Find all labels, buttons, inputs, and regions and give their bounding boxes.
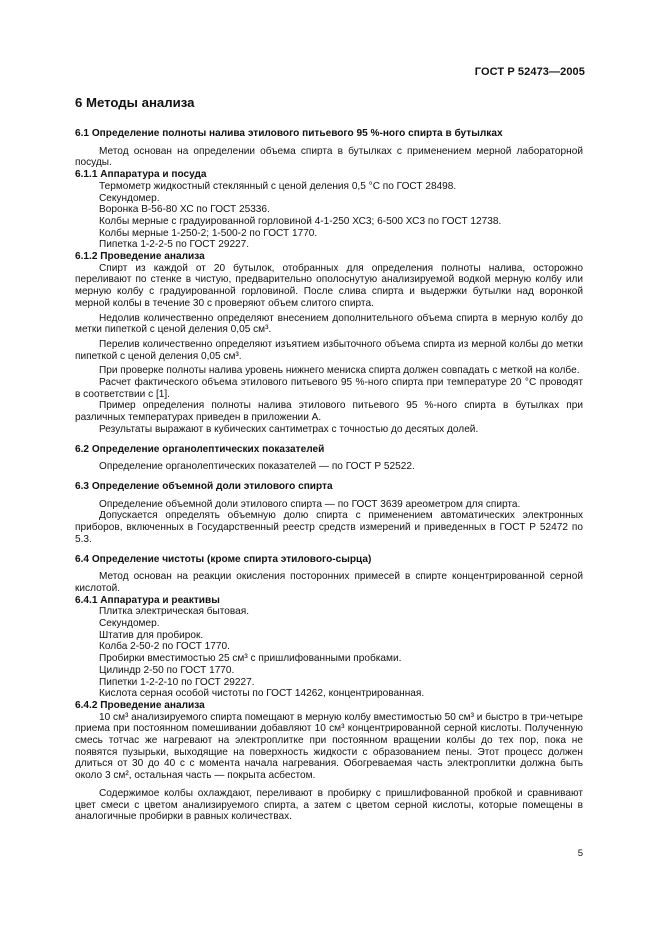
page-number: 5 bbox=[577, 848, 583, 859]
list-item: Колбы мерные 1-250-2; 1-500-2 по ГОСТ 1770. bbox=[99, 227, 318, 239]
heading-6-2: 6.2 Определение органолептических показателей bbox=[75, 443, 325, 455]
section-title: 6 Методы анализа bbox=[75, 95, 195, 110]
heading-6-4-1 bbox=[75, 595, 583, 607]
heading-6-3: 6.3 Определение объемной доли этилового спирта bbox=[75, 480, 333, 492]
paragraph: Перелив количественно определяют изъятием избыточного объема спирта из мерной колбы до метки пипеткой с ценой деления 0,05 см³. bbox=[75, 338, 583, 362]
paragraph: Пример определения полноты налива этилового питьевого 95 %-ного спирта в бутылках при различных температурах приведен в приложении А. bbox=[75, 400, 583, 424]
heading-6-4-2 bbox=[75, 700, 583, 712]
heading-6-4-2-text: 6.4.2 Проведение анализа bbox=[75, 699, 205, 711]
list-item: Цилиндр 2-50 по ГОСТ 1770. bbox=[99, 664, 235, 676]
paragraph: Содержимое колбы охлаждают, переливают в пробирку с пришлифованной пробкой и сравнивают цвет смеси с цветом анализируемого спирта, а затем с цветом серной кислоты, которые помещены в аналогичные пробирки в равных количествах. bbox=[75, 787, 583, 823]
heading-6-4: 6.4 Определение чистоты (кроме спирта этилового-сырца) bbox=[75, 553, 372, 565]
paragraph: Допускается определять объемную долю спирта с применением автоматических электронных приборов, включенных в Государственный реестр средств измерений и приведенных в ГОСТ Р 52472 по 5.3. bbox=[75, 510, 583, 545]
list-item: Плитка электрическая бытовая. bbox=[99, 606, 250, 618]
paragraph: Расчет фактического объема этилового питьевого 95 %-ного спирта при температуре 20 °С проводят в соответствии с [1]. bbox=[75, 377, 583, 400]
paragraph: Определение органолептических показателей — по ГОСТ Р 52522. bbox=[99, 461, 415, 473]
list-item: Пипетки 1-2-2-10 по ГОСТ 29227. bbox=[99, 676, 255, 688]
subsection-6-4 bbox=[75, 554, 583, 823]
equipment-list-6-1-1 bbox=[75, 181, 583, 251]
list-item: Пипетка 1-2-2-5 по ГОСТ 29227. bbox=[99, 239, 250, 251]
paragraph: Спирт из каждой от 20 бутылок, отобранных для определения полноты налива, осторожно переливают по стенке в чистую, предварительно ополоснутую анализируемой водкой мерную колбу или мерную колбу с градуированной горловиной. После слива спирта и выдержки бутылки над воронкой мерной колбы в течение 30 с проверяют объем слитого спирта. bbox=[75, 262, 583, 309]
paragraph: Недолив количественно определяют внесением дополнительного объема спирта в мерную колбу до метки пипеткой с ценой деления 0,05 см³. bbox=[75, 312, 583, 336]
heading-6-1-1-text: 6.1.1 Аппаратура и посуда bbox=[75, 169, 207, 181]
page-content bbox=[75, 92, 583, 823]
list-item: Штатив для пробирок. bbox=[99, 629, 204, 641]
reagent-list-6-4-1 bbox=[75, 606, 583, 700]
paragraph-6-1-intro: Метод основан на определении объема спирта в бутылках с применением мерной лабораторной посуды. bbox=[75, 145, 583, 169]
list-item: Секундомер. bbox=[99, 192, 160, 204]
paragraph: Результаты выражают в кубических сантиметрах с точностью до десятых долей. bbox=[99, 423, 479, 435]
heading-6-1-1 bbox=[75, 169, 583, 181]
list-item: Пробирки вместимостью 25 см³ с пришлифованными пробками. bbox=[99, 653, 402, 665]
standard-code: ГОСТ Р 52473—2005 bbox=[474, 66, 585, 78]
paragraph: При проверке полноты налива уровень нижнего мениска спирта должен совпадать с меткой на колбе. bbox=[99, 365, 580, 377]
paragraph: 10 см³ анализируемого спирта помещают в мерную колбу вместимостью 50 см³ и быстро в три-четыре приема при постоянном помешивании добавляют 10 см³ концентрированной серной кислоты. Полученную смесь тотчас же нагревают на электроплитке при постоянном вращении колбы до тех пор, пока не появятся пузырьки, выходящие на поверхность жидкости с образованием пены. Этот процесс должен длиться от 30 до 40 с с момента начала нагревания. Обогреваемая часть электроплитки должна быть около 3 см², остальная часть — покрыта асбестом. bbox=[75, 711, 583, 782]
heading-6-1-2-text: 6.1.2 Проведение анализа bbox=[75, 251, 205, 263]
paragraph-6-4-intro: Метод основан на реакции окисления посторонних примесей в спирте концентрированной серной кислотой. bbox=[75, 571, 583, 594]
list-item: Термометр жидкостный стеклянный с ценой деления 0,5 °С по ГОСТ 28498. bbox=[99, 180, 457, 192]
subsection-6-1 bbox=[75, 128, 583, 436]
subsection-6-3 bbox=[75, 481, 583, 546]
subsection-6-2 bbox=[75, 444, 583, 473]
list-item: Воронка В-56-80 ХС по ГОСТ 25336. bbox=[99, 204, 270, 216]
list-item: Секундомер. bbox=[99, 618, 160, 630]
heading-6-1-2 bbox=[75, 251, 583, 263]
list-item: Колба 2-50-2 по ГОСТ 1770. bbox=[99, 641, 230, 653]
list-item: Кислота серная особой чистоты по ГОСТ 14262, концентрированная. bbox=[99, 688, 425, 700]
heading-6-4-1-text: 6.4.1 Аппаратура и реактивы bbox=[75, 594, 220, 606]
list-item: Колбы мерные с градуированной горловиной 4-1-250 ХС3; 6-500 ХС3 по ГОСТ 12738. bbox=[99, 215, 502, 227]
heading-6-1: 6.1 Определение полноты налива этилового питьевого 95 %-ного спирта в бутылках bbox=[75, 128, 503, 139]
paragraph: Определение объемной доли этилового спирта — по ГОСТ 3639 ареометром для спирта. bbox=[99, 498, 521, 510]
